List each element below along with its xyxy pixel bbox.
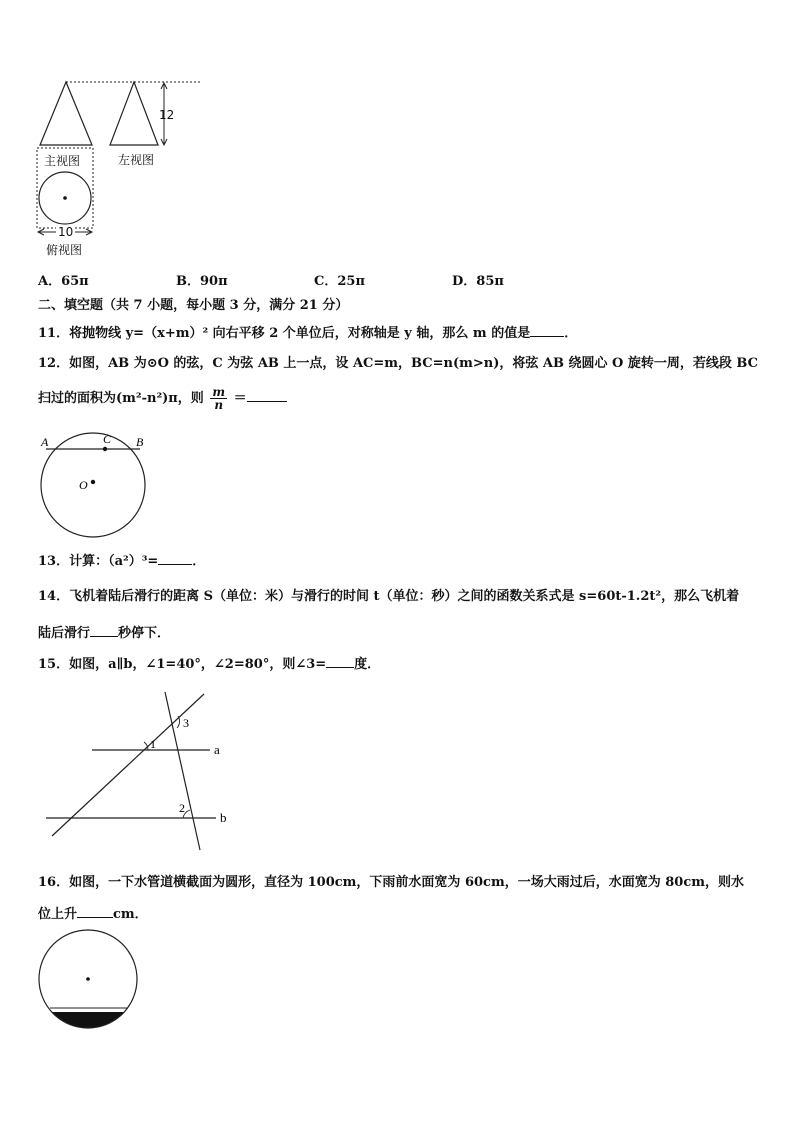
parallel-lines-figure — [40, 686, 240, 852]
side-view-label: 左视图 — [118, 153, 155, 167]
label-O: O — [79, 478, 88, 492]
question-16-line2: 位上升 cm． — [38, 907, 148, 922]
answer-blank-14[interactable] — [90, 624, 118, 637]
fraction-m-over-n: $\frac{m}{n}$ — [212, 385, 226, 412]
line-a-label: a — [214, 742, 220, 757]
answer-blank-16[interactable] — [77, 905, 113, 918]
question-15: 15．如图，a∥b，∠1=40°，∠2=80°，则∠3= 度． — [38, 657, 381, 672]
question-12-line1: 12．如图，AB 为⊙O 的弦，C 为弦 AB 上一点，设 AC=m，BC=n(m>n)，将弦 AB 绕圆心 O 旋转一周，若线段 BC — [38, 356, 758, 371]
question-13: 13．计算：（a²）³= ． — [38, 554, 206, 569]
label-C: C — [103, 432, 112, 446]
question-14-line2: 陆后滑行 秒停下． — [38, 626, 171, 641]
angle-2-label: 2 — [179, 801, 185, 815]
choice-b[interactable]: B．90π — [176, 274, 228, 289]
label-B: B — [136, 435, 144, 449]
line-b-label: b — [220, 810, 227, 825]
pipe-cross-section-figure — [36, 928, 142, 1032]
circle-chord-figure — [36, 426, 160, 538]
height-label: 12 — [159, 108, 175, 122]
question-16-line1: 16．如图，一下水管道横截面为圆形，直径为 100cm，下雨前水面宽为 60cm，一场大雨过后，水面宽为 80cm，则水 — [38, 875, 744, 890]
answer-blank-13[interactable] — [158, 552, 192, 565]
choice-d[interactable]: D．85π — [452, 274, 504, 289]
answer-blank-11[interactable] — [530, 324, 564, 337]
choice-a[interactable]: A．65π — [38, 274, 89, 289]
front-view-triangle — [40, 82, 92, 145]
angle-3-label: 3 — [183, 716, 189, 730]
question-11: 11．将抛物线 y=（x+m）² 向右平移 2 个单位后，对称轴是 y 轴，那么 m 的值是 ． — [38, 326, 578, 341]
label-A: A — [41, 435, 49, 449]
answer-blank-12[interactable] — [247, 389, 287, 402]
answer-blank-15[interactable] — [326, 655, 354, 668]
side-view-triangle — [110, 82, 158, 145]
diameter-label: 10 — [58, 225, 74, 239]
angle-1-label: 1 — [150, 737, 156, 751]
question-12-line2: 扫过的面积为(m²-n²)π，则 $\frac{m}{n}$ ＝ — [38, 386, 287, 411]
section-heading: 二、填空题（共 7 小题，每小题 3 分，满分 21 分） — [38, 298, 349, 313]
front-view-label: 主视图 — [44, 154, 81, 168]
choice-c[interactable]: C．25π — [314, 274, 365, 289]
question-14-line1: 14．飞机着陆后滑行的距离 S（单位：米）与滑行的时间 t（单位：秒）之间的函数关系式是 s=60t-1.2t²，那么飞机着 — [38, 589, 740, 604]
top-view-label: 俯视图 — [46, 243, 83, 257]
